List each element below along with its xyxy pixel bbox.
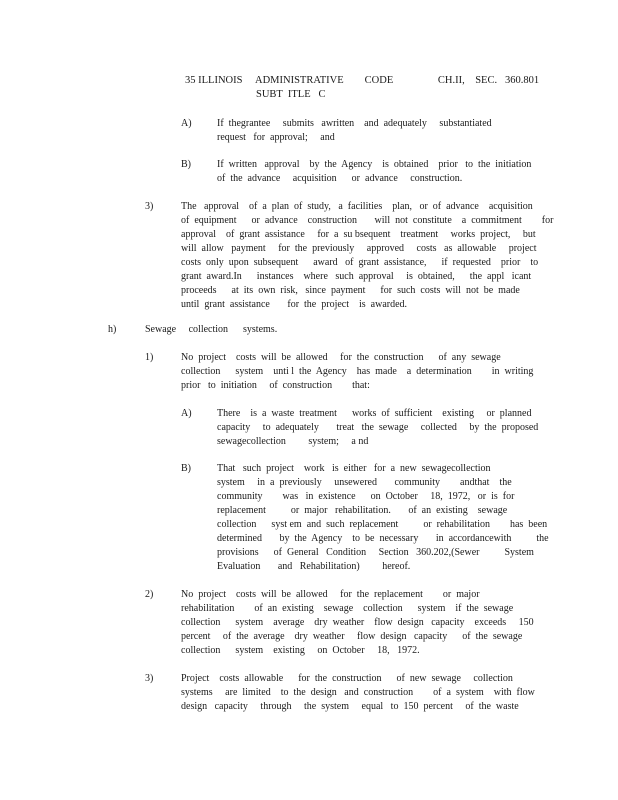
section-heading-h: Sewage collection systems.: [145, 324, 278, 335]
text-line: That such project work is either for a new sewagecollection: [217, 463, 491, 474]
text-line: proceeds at its own risk, since payment for such costs will not be made: [181, 285, 520, 296]
text-line: collection system existing on October 18, 1972.: [181, 645, 420, 656]
page-header-line1: 35 ILLINOIS ADMINISTRATIVE CODE CH.II, SEC. 360.801: [185, 75, 540, 86]
text-line: replacement or major rehabilitation. of an existing sewage: [217, 505, 508, 516]
text-line: prior to initiation of construction that:: [181, 380, 370, 391]
text-line: determined by the Agency to be necessary in accordancewith the: [217, 533, 549, 544]
item-marker-upper-3: 3): [145, 201, 154, 212]
item-marker-h-3: 3): [145, 673, 154, 684]
text-line: system in a previously unsewered community andthat the: [217, 477, 512, 488]
text-line: of the advance acquisition or advance construction.: [217, 173, 463, 184]
text-line: provisions of General Condition Section 360.202,(Sewer System: [217, 547, 534, 558]
paragraph-h-1-a: [217, 407, 538, 449]
text-line: of equipment or advance construction will not constitute a commitment for: [181, 215, 554, 226]
paragraph-h-2: [181, 588, 534, 658]
paragraph-h-1-b: [217, 462, 549, 574]
text-line: collection system average dry weather flow design capacity exceeds 150: [181, 617, 534, 628]
section-marker-h: h): [108, 324, 117, 335]
text-line: grant award.In instances where such approval is obtained, the appl icant: [181, 271, 532, 282]
text-line: rehabilitation of an existing sewage collection system if the sewage: [181, 603, 514, 614]
text-line: percent of the average dry weather flow design capacity of the sewage: [181, 631, 523, 642]
text-line: design capacity through the system equal to 150 percent of the waste: [181, 701, 519, 712]
text-line: will allow payment for the previously approved costs as allowable project: [181, 243, 537, 254]
text-line: If thegrantee submits awritten and adequately substantiated: [217, 118, 492, 129]
text-line: Project costs allowable for the construction of new sewage collection: [181, 673, 513, 684]
item-marker-h-1: 1): [145, 352, 154, 363]
item-marker-h-2: 2): [145, 589, 154, 600]
text-line: community was in existence on October 18, 1972, or is for: [217, 491, 515, 502]
text-line: capacity to adequately treat the sewage collected by the proposed: [217, 422, 539, 433]
text-line: request for approval; and: [217, 132, 335, 143]
text-line: until grant assistance for the project is awarded.: [181, 299, 408, 310]
text-line: No project costs will be allowed for the construction of any sewage: [181, 352, 501, 363]
text-line: approval of grant assistance for a su bsequent treatment works project, but: [181, 229, 536, 240]
item-marker-h-1-a: A): [181, 408, 192, 419]
text-line: Evaluation and Rehabilitation) hereof.: [217, 561, 411, 572]
text-line: systems are limited to the design and construction of a system with flow: [181, 687, 535, 698]
text-line: costs only upon subsequent award of grant assistance, if requested prior to: [181, 257, 539, 268]
paragraph-upper-b: [217, 158, 531, 186]
item-marker-upper-a: A): [181, 118, 192, 129]
paragraph-h-1: [181, 351, 533, 393]
text-line: There is a waste treatment works of sufficient existing or planned: [217, 408, 532, 419]
text-line: The approval of a plan of study, a facilities plan, or of advance acquisition: [181, 201, 533, 212]
page-header-line2: SUBT ITLE C: [256, 89, 326, 100]
paragraph-h-3: [181, 672, 535, 714]
text-line: No project costs will be allowed for the replacement or major: [181, 589, 480, 600]
item-marker-upper-b: B): [181, 159, 191, 170]
paragraph-upper-3: [181, 200, 553, 312]
text-line: If written approval by the Agency is obtained prior to the initiation: [217, 159, 532, 170]
text-line: sewagecollection system; a nd: [217, 436, 369, 447]
paragraph-upper-a: [217, 117, 492, 145]
text-line: collection system unti l the Agency has made a determination in writing: [181, 366, 534, 377]
item-marker-h-1-b: B): [181, 463, 191, 474]
text-line: collection syst em and such replacement or rehabilitation has been: [217, 519, 548, 530]
